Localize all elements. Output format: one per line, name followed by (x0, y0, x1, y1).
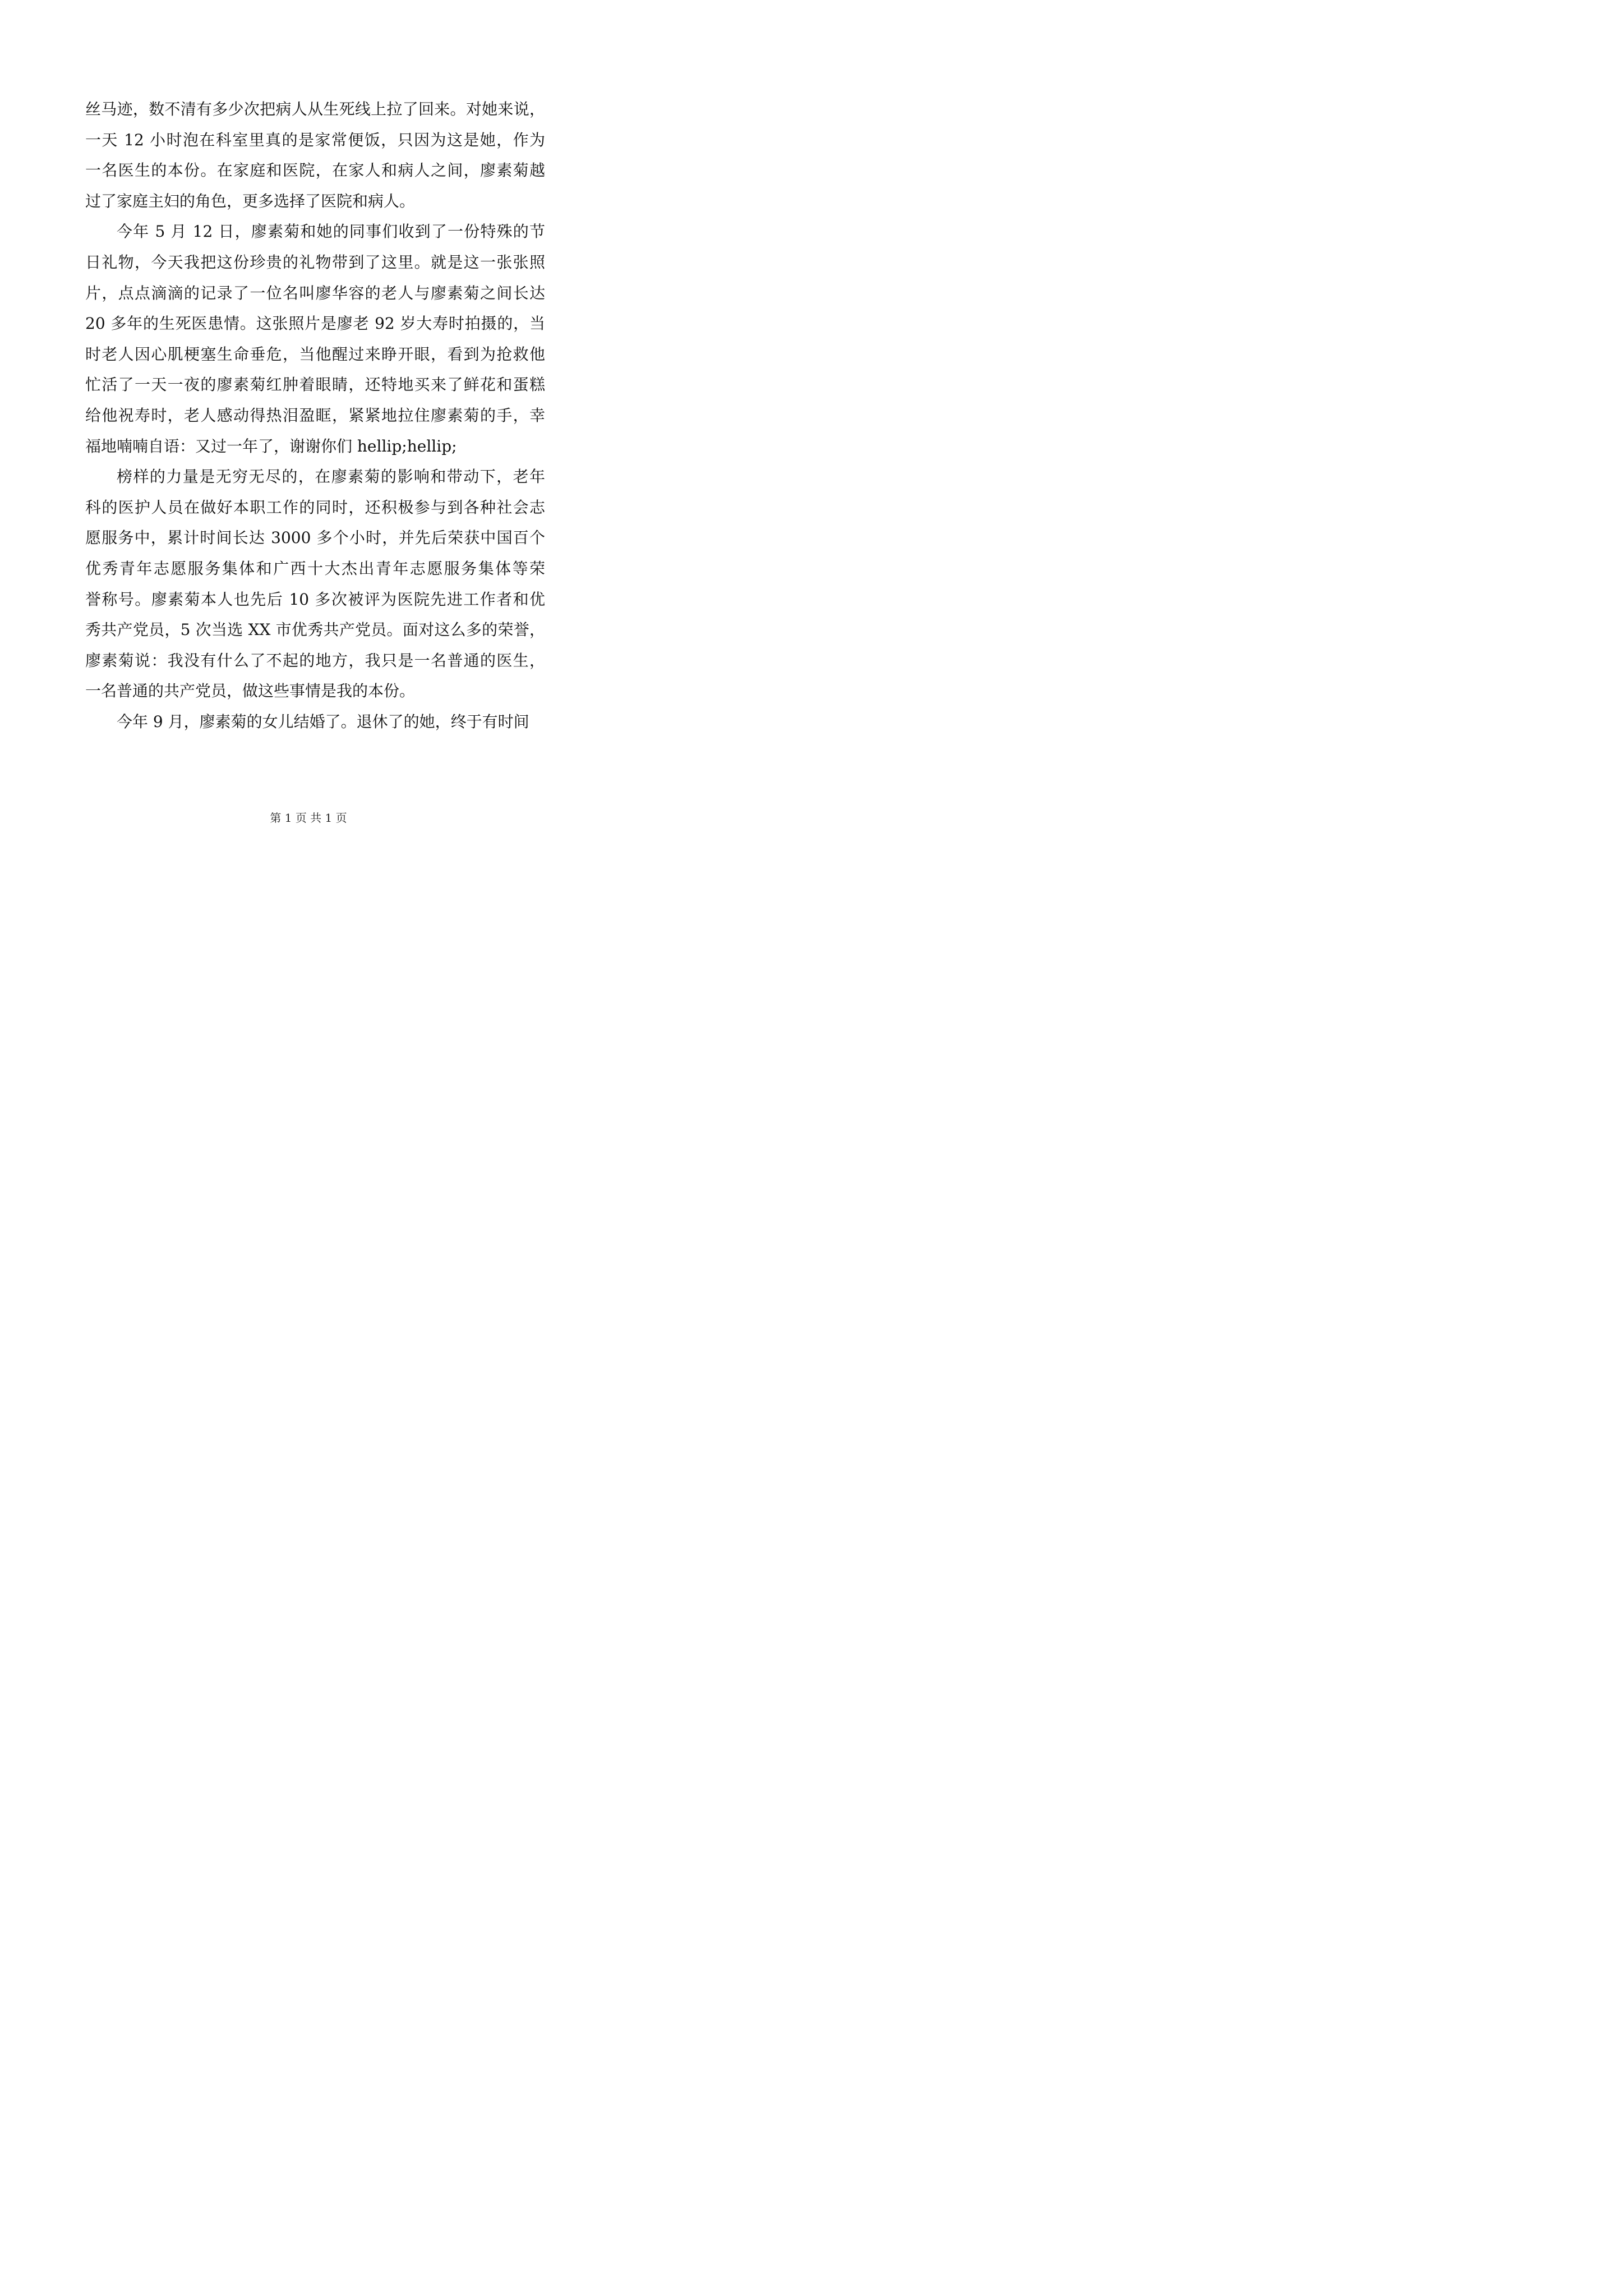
text-line: 片，点点滴滴的记录了一位名叫廖华容的老人与廖素菊之间长达 (85, 283, 545, 302)
text-line: 科的医护人员在做好本职工作的同时，还积极参与到各种社会志 (85, 498, 545, 517)
text-line: 一名医生的本份。在家庭和医院，在家人和病人之间，廖素菊越 (85, 161, 545, 180)
page-footer (0, 810, 617, 826)
text-line: 时老人因心肌梗塞生命垂危，当他醒过来睁开眼，看到为抢救他 (85, 344, 545, 364)
text-line: 福地喃喃自语：又过一年了，谢谢你们 hellip;hellip; (85, 436, 457, 455)
text-line: 忙活了一天一夜的廖素菊红肿着眼睛，还特地买来了鲜花和蛋糕 (85, 375, 545, 394)
text-line: 丝马迹，数不清有多少次把病人从生死线上拉了回来。对她来说， (85, 100, 545, 118)
text-line: 一名普通的共产党员，做这些事情是我的本份。 (85, 682, 416, 701)
text-line: 20 多年的生死医患情。这张照片是廖老 92 岁大寿时拍摄的，当 (85, 314, 545, 333)
text-line: 今年 9 月，廖素菊的女儿结婚了。退休了的她，终于有时间 (117, 712, 529, 731)
page-number-label: 第 1 页 共 1 页 (270, 811, 347, 825)
text-line: 日礼物，今天我把这份珍贵的礼物带到了这里。就是这一张张照 (85, 252, 545, 272)
text-line: 誉称号。廖素菊本人也先后 10 多次被评为医院先进工作者和优 (85, 590, 545, 609)
text-line: 优秀青年志愿服务集体和广西十大杰出青年志愿服务集体等荣 (85, 559, 545, 578)
document-body (85, 94, 545, 737)
text-line: 过了家庭主妇的角色，更多选择了医院和病人。 (85, 191, 416, 210)
text-line: 秀共产党员，5 次当选 XX 市优秀共产党员。面对这么多的荣誉， (85, 620, 545, 639)
text-line: 榜样的力量是无穷无尽的，在廖素菊的影响和带动下，老年 (117, 467, 545, 486)
document-page (0, 0, 617, 872)
text-line: 愿服务中，累计时间长达 3000 多个小时，并先后荣获中国百个 (85, 528, 545, 547)
text-line: 给他祝寿时，老人感动得热泪盈眶，紧紧地拉住廖素菊的手，幸 (85, 406, 545, 425)
text-line: 今年 5 月 12 日，廖素菊和她的同事们收到了一份特殊的节 (117, 222, 545, 241)
text-line: 廖素菊说：我没有什么了不起的地方，我只是一名普通的医生， (85, 651, 545, 670)
text-line: 一天 12 小时泡在科室里真的是家常便饭，只因为这是她，作为 (85, 130, 545, 149)
